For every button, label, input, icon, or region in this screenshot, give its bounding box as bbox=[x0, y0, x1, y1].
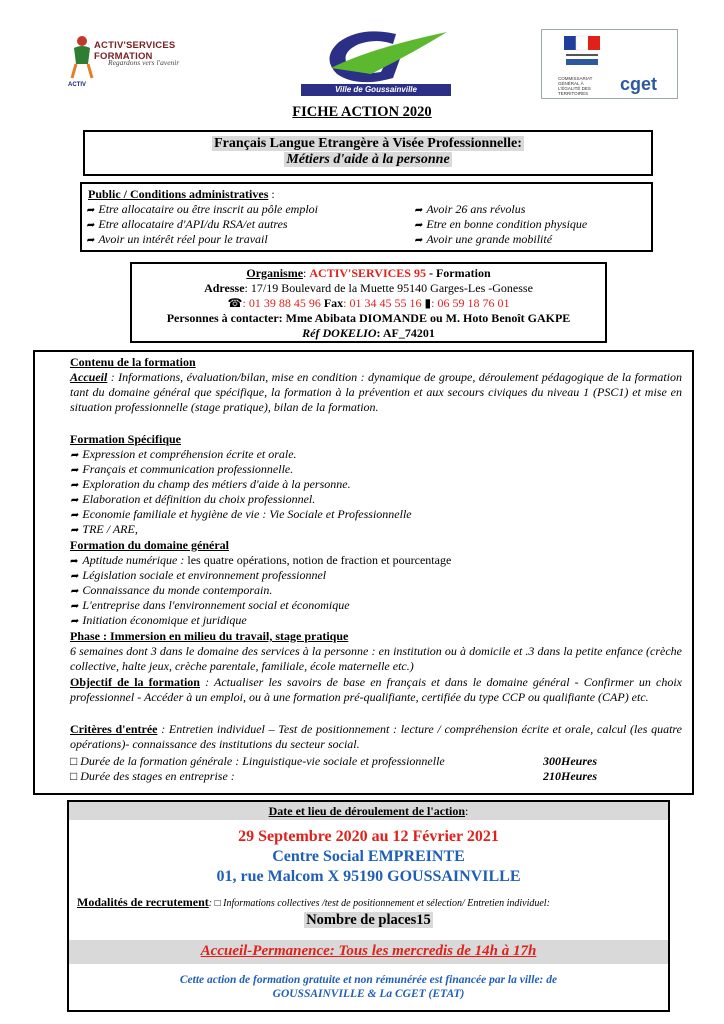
specifique-item: Français et communication professionnelle. bbox=[82, 462, 294, 476]
public-right-item: Avoir 26 ans révolus bbox=[426, 202, 526, 216]
specifique-item: TRE / ARE, bbox=[82, 522, 138, 536]
city-g-icon bbox=[301, 28, 451, 86]
public-box bbox=[80, 182, 653, 252]
phone-icon: ☎ bbox=[227, 296, 243, 310]
cget-text: cget bbox=[620, 74, 658, 94]
accueil-text: : Informations, évaluation/bilan, mise en condition : dynamique de groupe, déroulement pédagogique de la formation tant du domaine général que spécifique, la formation à la prévention et aux secours civiques du niveau 1 (PSC1) et mise en situation professionnelle (stage pratique), bilan de la formation. bbox=[70, 370, 682, 414]
organisme-fax: : 01 34 45 55 16 bbox=[343, 296, 422, 310]
checkbox-icon: □ bbox=[70, 769, 81, 783]
objectif-label: Objectif de la formation bbox=[70, 675, 200, 689]
general-item-lead: Aptitude numérique : bbox=[82, 553, 188, 567]
pointer-icon: ➦ bbox=[70, 556, 79, 567]
schedule-box bbox=[67, 800, 670, 1012]
organisme-suffix: - Formation bbox=[425, 266, 491, 280]
public-left-item: Etre allocataire d'API/du RSA/et autres bbox=[98, 217, 288, 231]
pointer-icon: ➦ bbox=[414, 235, 423, 246]
schedule-dates: 29 Septembre 2020 au 12 Février 2021 bbox=[238, 828, 499, 845]
phase-heading: Phase : Immersion en milieu du travail, stage pratique bbox=[70, 629, 349, 643]
funding-line-1: Cette action de formation gratuite et non rémunérée est financée par la ville: de bbox=[179, 974, 558, 986]
duration-label: Durée de la formation générale : Linguistique-vie sociale et professionnelle bbox=[80, 754, 445, 768]
organisme-name: ACTIV'SERVICES 95 bbox=[309, 266, 426, 280]
organisme-label: Organisme bbox=[246, 266, 304, 280]
objectif-paragraph bbox=[70, 675, 682, 705]
general-item-lead: Connaissance du monde contemporain. bbox=[82, 583, 273, 597]
public-left-item: Avoir un intérêt réel pour le travail bbox=[98, 232, 268, 246]
pointer-icon: ➦ bbox=[70, 525, 79, 536]
logo-tagline: Regardons vers l'avenir bbox=[108, 58, 180, 67]
ref-label: Réf DOKELIO bbox=[302, 326, 377, 340]
general-item-lead: L'entreprise dans l'environnement social et économique bbox=[82, 598, 350, 612]
mobile-icon: ▮ bbox=[424, 296, 432, 310]
pointer-icon: ➦ bbox=[70, 495, 79, 506]
course-subtitle: Métiers d'aide à la personne bbox=[286, 152, 450, 167]
general-heading: Formation du domaine général bbox=[70, 538, 229, 552]
pointer-icon: ➦ bbox=[70, 601, 79, 612]
specifique-item: Economie familiale et hygiène de vie : Vie Sociale et Professionnelle bbox=[82, 507, 412, 521]
activ-services-logo bbox=[68, 30, 228, 100]
cget-logo bbox=[541, 29, 678, 99]
criteres-text: : Entretien individuel – Test de positionnement : lecture / compréhension écrite et orale, calcul (les quatre opérations)- connaissance des institutions du secteur social. bbox=[70, 722, 682, 751]
pointer-icon: ➦ bbox=[70, 586, 79, 597]
organisme-sep: : bbox=[303, 266, 310, 280]
places-value: 15 bbox=[416, 912, 431, 928]
schedule-place: Centre Social EMPREINTE bbox=[272, 848, 465, 865]
public-right-item: Etre en bonne condition physique bbox=[426, 217, 588, 231]
specifique-item: Elaboration et définition du choix professionnel. bbox=[82, 492, 316, 506]
doc-title: FICHE ACTION 2020 bbox=[292, 104, 432, 120]
cget-subtext: COMMISSARIAT GÉNÉRAL À L'ÉGALITÉ DES TERRITOIRES bbox=[558, 76, 593, 96]
pointer-icon: ➦ bbox=[86, 220, 95, 231]
duration-label: Durée des stages en entreprise : bbox=[80, 769, 235, 783]
pointer-icon: ➦ bbox=[70, 571, 79, 582]
schedule-heading-suffix: : bbox=[465, 804, 469, 818]
public-heading-suffix: : bbox=[268, 187, 275, 201]
pointer-icon: ➦ bbox=[414, 205, 423, 216]
permanence-text: Accueil-Permanence: Tous les mercredis de 14h à 17h bbox=[200, 943, 537, 959]
content-heading: Contenu de la formation bbox=[70, 355, 196, 369]
schedule-address: 01, rue Malcom X 95190 GOUSSAINVILLE bbox=[216, 868, 521, 885]
recruit-text: : □ Informations collectives /test de positionnement et sélection/ Entretien individuel: bbox=[208, 898, 550, 909]
address-label: Adresse bbox=[204, 281, 245, 295]
svg-text:ACTIV: ACTIV bbox=[68, 82, 86, 88]
pointer-icon: ➦ bbox=[414, 220, 423, 231]
pointer-icon: ➦ bbox=[70, 510, 79, 521]
general-item-lead: Initiation économique et juridique bbox=[82, 613, 247, 627]
schedule-heading: Date et lieu de déroulement de l'action bbox=[268, 804, 466, 818]
recruit-label: Modalités de recrutement bbox=[77, 895, 209, 909]
pointer-icon: ➦ bbox=[86, 205, 95, 216]
public-right-item: Avoir une grande mobilité bbox=[426, 232, 553, 246]
content-box bbox=[33, 350, 694, 795]
public-heading: Public / Conditions administratives bbox=[88, 187, 269, 201]
general-item-lead: Législation sociale et environnement professionnel bbox=[82, 568, 327, 582]
accueil-label: Accueil bbox=[70, 370, 108, 384]
course-title: Français Langue Etrangère à Visée Professionnelle: bbox=[214, 136, 522, 151]
pointer-icon: ➦ bbox=[70, 450, 79, 461]
organisme-contacts: Personnes à contacter: Mme Abibata DIOMANDE ou M. Hoto Benoît GAKPE bbox=[166, 311, 571, 325]
criteres-label: Critères d'entrée bbox=[70, 722, 158, 736]
republique-flag-icon bbox=[560, 34, 604, 68]
fax-label: Fax bbox=[320, 296, 344, 310]
pointer-icon: ➦ bbox=[70, 465, 79, 476]
public-left-item: Etre allocataire ou être inscrit au pôle emploi bbox=[98, 202, 319, 216]
organisme-phone: : 01 39 88 45 96 bbox=[242, 296, 321, 310]
city-caption: Ville de Goussainville bbox=[301, 84, 451, 96]
duration-value: 210Heures bbox=[543, 769, 597, 783]
organisme-address: : 17/19 Boulevard de la Muette 95140 Garges-Les -Gonesse bbox=[244, 281, 533, 295]
funding-line-2: GOUSSAINVILLE & La CGET (ETAT) bbox=[272, 988, 465, 1000]
specifique-item: Exploration du champ des métiers d'aide à la personne. bbox=[82, 477, 351, 491]
general-item-rest: les quatre opérations, notion de fraction et pourcentage bbox=[187, 553, 452, 567]
phase-text: 6 semaines dont 3 dans le domaine des services à la personne : en institution ou à domicile et .3 dans la petite enfance (crèche collective, halte jeux, crèche parentale, familiale, école maternelle etc.) bbox=[70, 644, 682, 673]
duration-value: 300Heures bbox=[543, 754, 597, 768]
logo-name: ACTIV'SERVICES FORMATION bbox=[94, 40, 176, 62]
organisme-mobile: : 06 59 18 76 01 bbox=[431, 296, 510, 310]
checkbox-icon: □ bbox=[70, 754, 81, 768]
goussainville-logo bbox=[283, 28, 453, 98]
course-title-box bbox=[83, 130, 653, 176]
objectif-text: : Actualiser les savoirs de base en français et dans le domaine général - Confirmer un choix professionnel - Accéder à un emploi, ou à une formation pré-qualifiante, certifiée du type CCP ou qualifiante (CAP) etc. bbox=[70, 675, 683, 704]
places-label: Nombre de places bbox=[306, 912, 417, 928]
specifique-item: Expression et compréhension écrite et orale. bbox=[82, 447, 297, 461]
accueil-paragraph bbox=[70, 370, 682, 415]
pointer-icon: ➦ bbox=[86, 235, 95, 246]
organisme-box bbox=[130, 262, 607, 343]
pointer-icon: ➦ bbox=[70, 616, 79, 627]
criteres-paragraph bbox=[70, 722, 682, 752]
pointer-icon: ➦ bbox=[70, 480, 79, 491]
specifique-heading: Formation Spécifique bbox=[70, 432, 181, 446]
organisme-ref: : AF_74201 bbox=[376, 326, 435, 340]
